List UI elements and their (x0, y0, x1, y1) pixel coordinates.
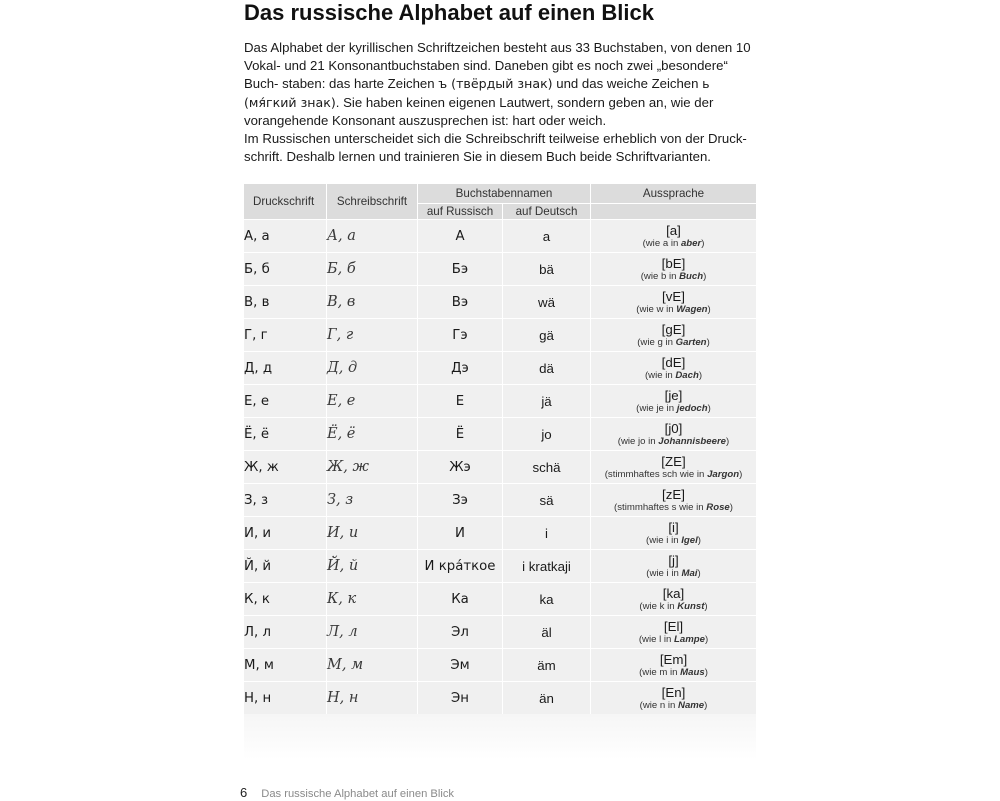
script-letter: Н, н (326, 681, 417, 714)
german-letter-name: bä (502, 252, 590, 285)
pronunciation-note (591, 700, 756, 711)
alphabet-rows (244, 219, 756, 714)
pronunciation-note (591, 436, 756, 447)
table-row (244, 318, 756, 351)
note-prefix: (wie g in (637, 336, 676, 348)
note-suffix: ) (704, 633, 709, 645)
page-footer (240, 786, 454, 801)
pronunciation-symbol: [bE] (661, 255, 686, 271)
pronunciation-note (591, 370, 756, 381)
note-prefix: (wie i in (646, 534, 682, 546)
table-row (244, 549, 756, 582)
table-row (244, 285, 756, 318)
pronunciation-cell (590, 549, 756, 582)
example-word: Dach (675, 369, 699, 381)
pronunciation-note (591, 469, 756, 480)
example-word: Maus (680, 666, 705, 678)
intro-text-part: . Sie haben keinen eigenen Lautwert, sondern geben an, wie der vorangehende Konsonant auszusprechen ist: hart oder weich. (244, 94, 714, 128)
russian-letter-name: Эн (417, 681, 502, 714)
script-letter: Г, г (326, 318, 417, 351)
script-letter: К, к (326, 582, 417, 615)
script-letter: Й, й (326, 549, 417, 582)
note-prefix: (wie a in (642, 237, 681, 249)
script-letter: Ж, ж (326, 450, 417, 483)
note-suffix: ) (706, 336, 710, 348)
page-number: 6 (240, 785, 248, 800)
pronunciation-symbol: [En] (661, 684, 686, 700)
russian-letter-name: Вэ (417, 285, 502, 318)
russian-letter-name: Бэ (417, 252, 502, 285)
example-word: aber (680, 237, 702, 249)
table-row (244, 483, 756, 516)
alphabet-table (244, 184, 756, 714)
example-word: Mai (681, 567, 698, 579)
pronunciation-note (591, 304, 756, 315)
pronunciation-symbol: [j0] (664, 420, 683, 436)
pronunciation-cell (590, 285, 756, 318)
note-prefix: (wie jo in (617, 435, 659, 447)
note-prefix: (wie i in (646, 567, 682, 579)
russian-letter-name: И (417, 516, 502, 549)
pronunciation-note (591, 238, 756, 249)
note-suffix: ) (707, 303, 711, 315)
table-row (244, 351, 756, 384)
print-letter: Й, й (244, 549, 326, 582)
note-prefix: (wie k in (639, 600, 678, 612)
example-word: Wagen (676, 303, 708, 315)
pronunciation-symbol: [ka] (662, 585, 685, 601)
russian-letter-name: Эм (417, 648, 502, 681)
note-suffix: ) (739, 468, 743, 480)
german-letter-name: jo (502, 417, 590, 450)
note-prefix: (wie b in (640, 270, 680, 282)
note-prefix: (wie w in (636, 303, 677, 315)
russian-letter-name: Жэ (417, 450, 502, 483)
example-word: jedoch (676, 402, 708, 414)
note-suffix: ) (704, 699, 708, 711)
print-letter: Ж, ж (244, 450, 326, 483)
table-row (244, 516, 756, 549)
print-letter: А, а (244, 219, 326, 252)
german-letter-name: äl (502, 615, 590, 648)
pronunciation-cell (590, 384, 756, 417)
print-letter: З, з (244, 483, 326, 516)
german-letter-name: a (502, 219, 590, 252)
intro-paragraph-2: Im Russischen unterscheidet sich die Schreibschrift teilweise erheblich von der Druck- schrift. Deshalb lernen und trainieren Sie in diesem Buch beide Schriftvarianten. (244, 131, 747, 165)
script-letter: Л, л (326, 615, 417, 648)
note-suffix: ) (698, 369, 703, 381)
note-prefix: (wie n in (639, 699, 679, 711)
header-blank (590, 203, 756, 219)
pronunciation-cell (590, 351, 756, 384)
note-suffix: ) (729, 501, 733, 513)
pronunciation-symbol: [ZE] (661, 453, 686, 469)
german-letter-name: sä (502, 483, 590, 516)
pronunciation-symbol: [vE] (662, 288, 685, 304)
running-title: Das russische Alphabet auf einen Blick (261, 788, 455, 800)
note-prefix: (wie je in (636, 402, 677, 414)
table-row (244, 648, 756, 681)
german-letter-name: dä (502, 351, 590, 384)
russian-letter-name: Ка (417, 582, 502, 615)
note-suffix: ) (697, 567, 701, 579)
note-prefix: (stimmhaftes sch wie in (604, 468, 708, 480)
print-letter: Ё, ё (244, 417, 326, 450)
example-word: Garten (675, 336, 707, 348)
russian-letter-name: Дэ (417, 351, 502, 384)
pronunciation-symbol: [Em] (659, 651, 688, 667)
german-letter-name: än (502, 681, 590, 714)
russian-letter-name: Эл (417, 615, 502, 648)
script-letter: А, а (326, 219, 417, 252)
table-row (244, 582, 756, 615)
table-row (244, 384, 756, 417)
table-row (244, 219, 756, 252)
pronunciation-cell (590, 615, 756, 648)
page-title: Das russische Alphabet auf einen Blick (244, 0, 654, 25)
print-letter: Е, е (244, 384, 326, 417)
pronunciation-note (591, 568, 756, 579)
pronunciation-cell (590, 219, 756, 252)
header-letter-names: Buchstabennamen (417, 184, 590, 203)
pronunciation-note (591, 634, 756, 645)
german-letter-name: jä (502, 384, 590, 417)
header-script: Schreibschrift (326, 184, 417, 219)
pronunciation-cell (590, 318, 756, 351)
hard-sign-term: ъ (твёрдый знак) (438, 76, 553, 92)
example-word: Lampe (674, 633, 705, 645)
pronunciation-note (591, 667, 756, 678)
german-letter-name: gä (502, 318, 590, 351)
table-row (244, 252, 756, 285)
pronunciation-note (591, 337, 756, 348)
header-pronunciation: Aussprache (590, 184, 756, 203)
pronunciation-note (591, 271, 756, 282)
pronunciation-symbol: [dE] (661, 354, 686, 370)
print-letter: Л, л (244, 615, 326, 648)
pronunciation-note (591, 601, 756, 612)
pronunciation-cell (590, 582, 756, 615)
note-prefix: (wie l in (638, 633, 675, 645)
russian-letter-name: Е (417, 384, 502, 417)
note-prefix: (wie m in (639, 666, 681, 678)
note-suffix: ) (703, 270, 707, 282)
example-word: Jargon (707, 468, 740, 480)
russian-letter-name: Зэ (417, 483, 502, 516)
pronunciation-note (591, 403, 756, 414)
german-letter-name: schä (502, 450, 590, 483)
pronunciation-note (591, 535, 756, 546)
pronunciation-cell (590, 252, 756, 285)
script-letter: Ё, ё (326, 417, 417, 450)
header-print: Druckschrift (244, 184, 326, 219)
pronunciation-cell (590, 450, 756, 483)
print-letter: В, в (244, 285, 326, 318)
script-letter: В, в (326, 285, 417, 318)
script-letter: З, з (326, 483, 417, 516)
pronunciation-note (591, 502, 756, 513)
german-letter-name: wä (502, 285, 590, 318)
script-letter: М, м (326, 648, 417, 681)
pronunciation-cell (590, 516, 756, 549)
pronunciation-symbol: [j] (668, 552, 679, 568)
example-word: Kunst (677, 600, 705, 612)
example-word: Rose (706, 501, 730, 513)
soft-sign-term: ь (мя́гкий знак) (244, 76, 710, 110)
note-prefix: (wie in (644, 369, 676, 381)
print-letter: Д, д (244, 351, 326, 384)
german-letter-name: i kratkaji (502, 549, 590, 582)
pronunciation-cell (590, 648, 756, 681)
note-suffix: ) (707, 402, 711, 414)
intro-text (244, 39, 764, 166)
german-letter-name: äm (502, 648, 590, 681)
note-suffix: ) (704, 666, 708, 678)
table-row (244, 681, 756, 714)
pronunciation-cell (590, 681, 756, 714)
header-german-name: auf Deutsch (502, 203, 590, 219)
header-russian-name: auf Russisch (417, 203, 502, 219)
print-letter: К, к (244, 582, 326, 615)
script-letter: Д, д (326, 351, 417, 384)
russian-letter-name: А (417, 219, 502, 252)
example-word: Name (678, 699, 705, 711)
script-letter: Е, е (326, 384, 417, 417)
german-letter-name: i (502, 516, 590, 549)
print-letter: Б, б (244, 252, 326, 285)
script-letter: Б, б (326, 252, 417, 285)
pronunciation-cell (590, 417, 756, 450)
pronunciation-symbol: [a] (666, 222, 681, 238)
example-word: Igel (681, 534, 698, 546)
print-letter: Н, н (244, 681, 326, 714)
print-letter: Г, г (244, 318, 326, 351)
table-row (244, 615, 756, 648)
example-word: Johannisbeere (658, 435, 727, 447)
pronunciation-symbol: [zE] (662, 486, 685, 502)
print-letter: М, м (244, 648, 326, 681)
pronunciation-cell (590, 483, 756, 516)
script-letter: И, и (326, 516, 417, 549)
intro-text-part: Das Alphabet der kyrillischen Schriftzeichen besteht aus 33 Buchstaben, von denen 10 Vokal- und 21 Konsonantbuchstaben sind. Daneben gibt es noch zwei „besondere“ Buch- staben: das harte Zeichen (244, 40, 751, 92)
russian-letter-name: Ё (417, 417, 502, 450)
note-suffix: ) (701, 237, 705, 249)
table-row (244, 417, 756, 450)
intro-paragraph-1 (244, 39, 764, 130)
print-letter: И, и (244, 516, 326, 549)
russian-letter-name: И кра́ткое (417, 549, 502, 582)
pronunciation-symbol: [i] (668, 519, 679, 535)
example-word: Buch (679, 270, 704, 282)
note-prefix: (stimmhaftes s wie in (614, 501, 707, 513)
table-row (244, 450, 756, 483)
russian-letter-name: Гэ (417, 318, 502, 351)
note-suffix: ) (697, 534, 701, 546)
german-letter-name: ka (502, 582, 590, 615)
note-suffix: ) (704, 600, 708, 612)
pronunciation-symbol: [El] (663, 618, 684, 634)
pronunciation-symbol: [gE] (661, 321, 686, 337)
intro-text-part: und das weiche Zeichen (552, 76, 703, 92)
note-suffix: ) (726, 435, 730, 447)
pronunciation-symbol: [je] (664, 387, 683, 403)
